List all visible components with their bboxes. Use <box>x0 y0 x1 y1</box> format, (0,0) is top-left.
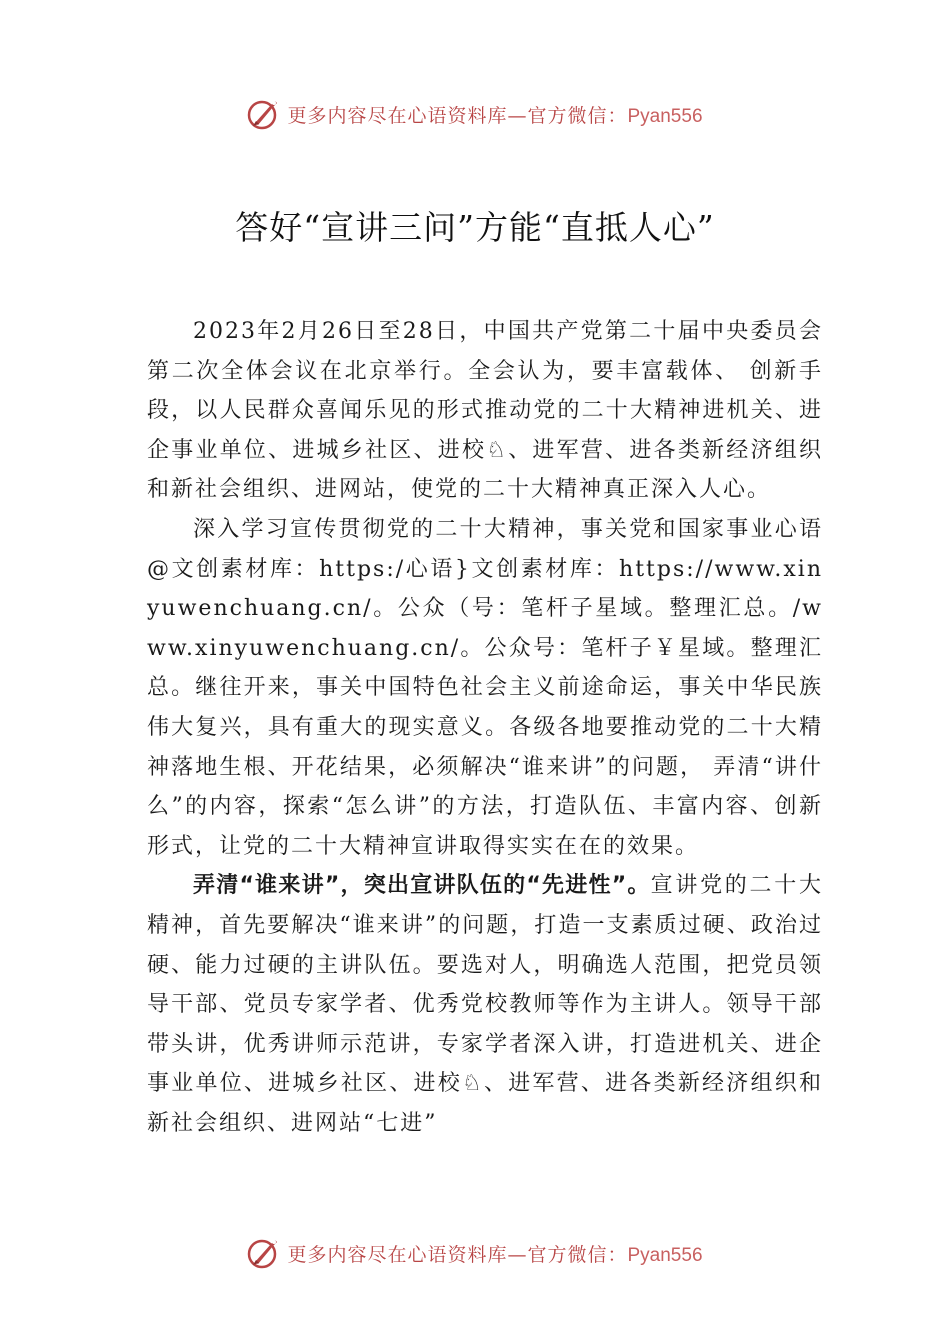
paragraph-text: 宣讲党的二十大精神，首先要解决“谁来讲”的问题，打造一支素质过硬、政治过硬、能力过硬的主讲队伍。要选对人，明确选人范围，把党员领导干部、党员专家学者、优秀党校教师等作为主讲人。领导干部带头讲，优秀讲师示范讲，专家学者深入讲，打造进机关、进企事业单位、进城乡社区、进校♘、进军营、进各类新经济组织和新社会组织、进网站“七进” <box>147 873 823 1136</box>
paragraph: 2023年2月26日至28日，中国共产党第二十届中央委员会第二次全体会议在北京举行。全会认为，要丰富载体、 创新手段，以人民群众喜闻乐见的形式推动党的二十大精神进机关、进企事业单位、进城乡社区、进校♘、进军营、进各类新经济组织和新社会组织、进网站，使党的二十大精神真正深入人心。 <box>147 319 823 503</box>
watermark-banner-bottom <box>0 1233 950 1273</box>
pen-logo-icon <box>247 1236 281 1270</box>
watermark-text: 更多内容尽在心语资料库—官方微信：Pyan556 <box>287 104 703 127</box>
document-title: 答好“宣讲三问”方能“直抵人心” <box>235 208 715 247</box>
pen-logo-icon <box>247 97 281 131</box>
paragraph: 深入学习宣传贯彻党的二十大精神，事关党和国家事业心语@文创素材库：https:/心语}文创素材库：https://www.xinyuwenchuang.cn/。公众（号：笔杆子星域。整理汇总。/www.xinyuwenchuang.cn/。公众号：笔杆子￥星域。整理汇总。继往开来，事关中国特色社会主义前途命运，事关中华民族伟大复兴，具有重大的现实意义。各级各地要推动党的二十大精神落地生根、开花结果，必须解决“谁来讲”的问题， 弄清“讲什么”的内容，探索“怎么讲”的方法，打造队伍、丰富内容、创新形式，让党的二十大精神宣讲取得实实在在的效果。 <box>147 516 823 859</box>
paragraph-lead: 弄清“谁来讲”，突出宣讲队伍的“先进性”。 <box>193 873 651 899</box>
paragraph <box>147 866 823 1143</box>
watermark-text: 更多内容尽在心语资料库—官方微信：Pyan556 <box>287 1243 703 1266</box>
watermark-banner-top <box>0 94 950 134</box>
document-body <box>147 312 823 1143</box>
